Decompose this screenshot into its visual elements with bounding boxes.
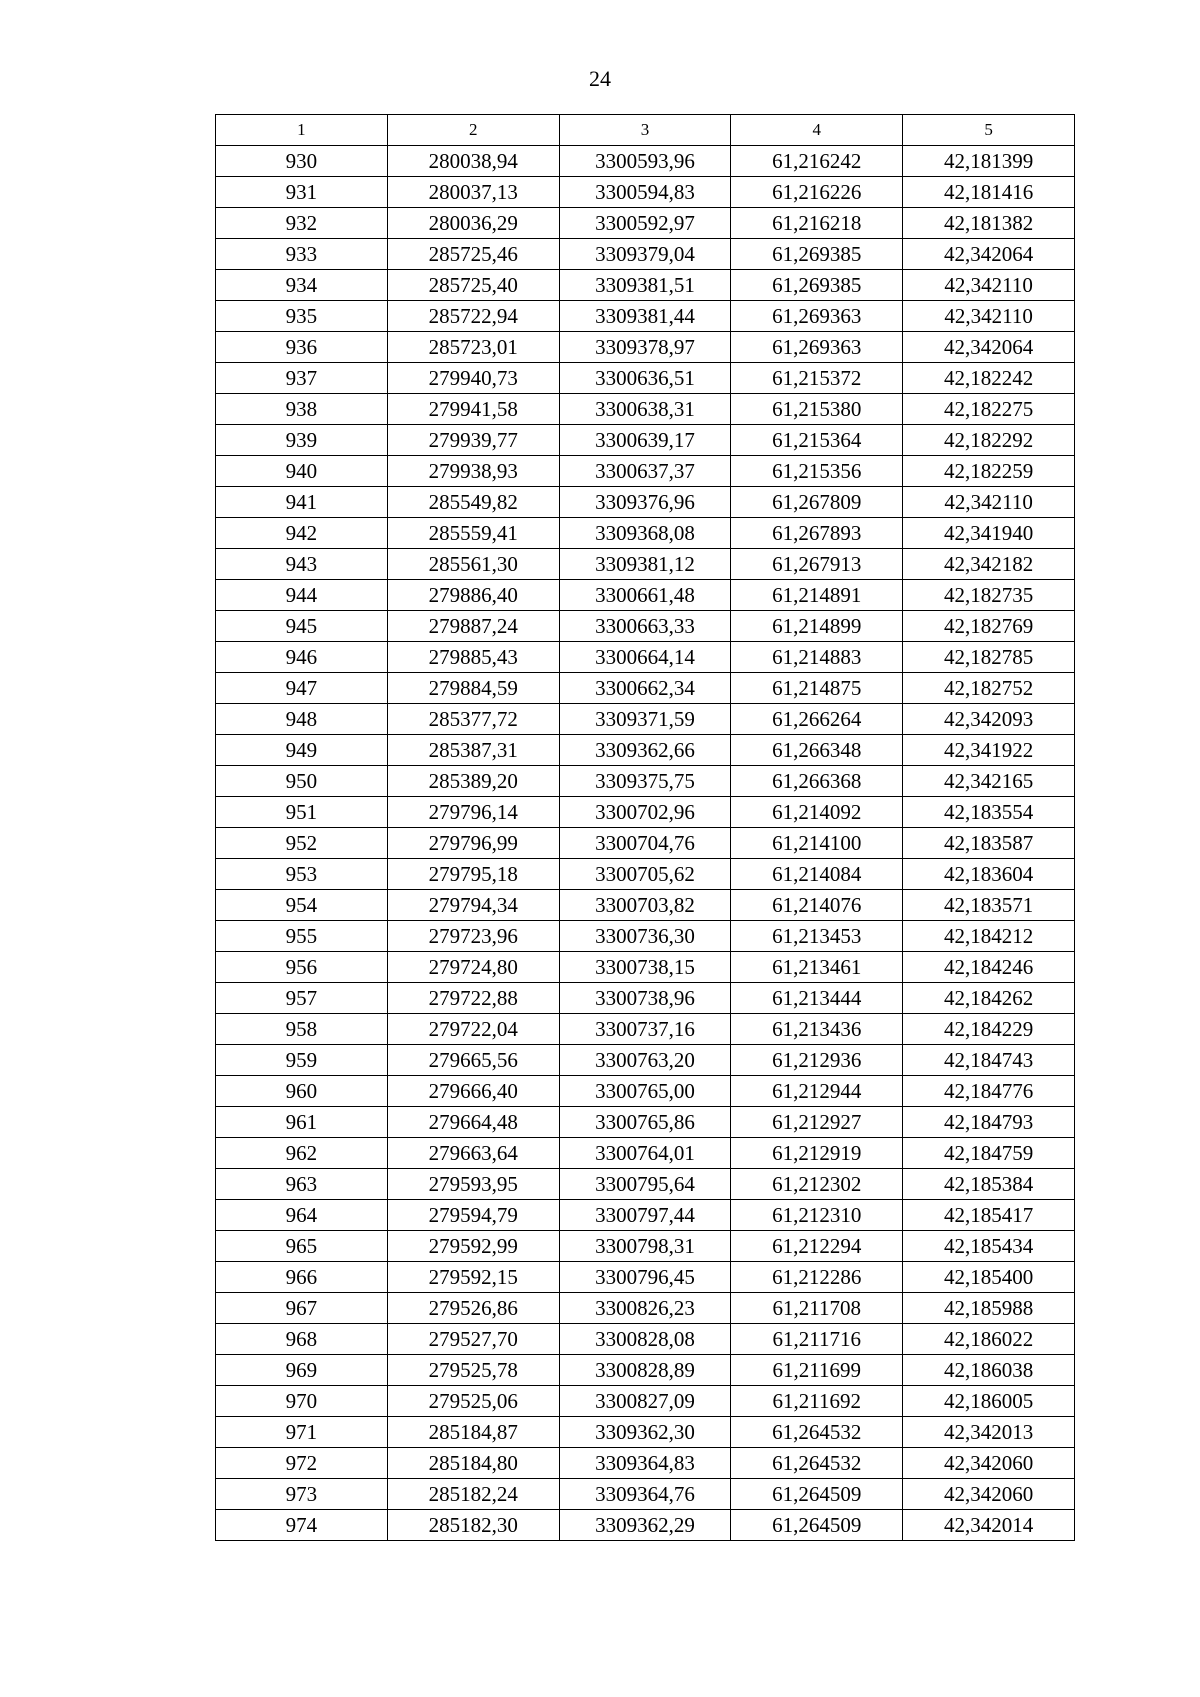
table-cell: 3309368,08 [559,518,731,549]
table-cell: 279594,79 [387,1200,559,1231]
table-cell: 3300636,51 [559,363,731,394]
table-cell: 935 [216,301,388,332]
table-row [216,1231,1075,1262]
table-row [216,1417,1075,1448]
table-cell: 3300737,16 [559,1014,731,1045]
table-cell: 956 [216,952,388,983]
table-cell: 972 [216,1448,388,1479]
table-cell: 61,211699 [731,1355,903,1386]
table-cell: 3300738,15 [559,952,731,983]
coordinates-table [215,114,1075,1541]
table-cell: 42,184759 [903,1138,1075,1169]
table-cell: 279886,40 [387,580,559,611]
table-cell: 3309364,76 [559,1479,731,1510]
table-cell: 3300736,30 [559,921,731,952]
table-cell: 947 [216,673,388,704]
table-cell: 3309379,04 [559,239,731,270]
table-cell: 42,184262 [903,983,1075,1014]
table-cell: 61,212919 [731,1138,903,1169]
table-row [216,766,1075,797]
table-cell: 970 [216,1386,388,1417]
table-cell: 61,213444 [731,983,903,1014]
table-cell: 61,215372 [731,363,903,394]
table-cell: 279796,99 [387,828,559,859]
table-cell: 974 [216,1510,388,1541]
table-cell: 3300594,83 [559,177,731,208]
table-cell: 3300738,96 [559,983,731,1014]
column-header: 2 [387,115,559,146]
table-cell: 61,264532 [731,1448,903,1479]
table-row [216,921,1075,952]
table-cell: 285182,30 [387,1510,559,1541]
table-cell: 279525,78 [387,1355,559,1386]
table-cell: 3300704,76 [559,828,731,859]
coordinates-table-body [216,115,1075,1541]
table-cell: 61,212927 [731,1107,903,1138]
table-cell: 971 [216,1417,388,1448]
table-cell: 285389,20 [387,766,559,797]
table-cell: 3300593,96 [559,146,731,177]
table-cell: 933 [216,239,388,270]
table-cell: 279939,77 [387,425,559,456]
table-cell: 61,269363 [731,301,903,332]
table-cell: 3309378,97 [559,332,731,363]
table-cell: 61,211692 [731,1386,903,1417]
column-header: 5 [903,115,1075,146]
table-cell: 61,211716 [731,1324,903,1355]
table-cell: 966 [216,1262,388,1293]
table-cell: 61,216242 [731,146,903,177]
table-cell: 279593,95 [387,1169,559,1200]
table-cell: 42,182292 [903,425,1075,456]
table-row [216,332,1075,363]
table-cell: 279527,70 [387,1324,559,1355]
table-cell: 931 [216,177,388,208]
table-cell: 279723,96 [387,921,559,952]
table-cell: 3309362,30 [559,1417,731,1448]
table-cell: 279724,80 [387,952,559,983]
table-cell: 42,342064 [903,332,1075,363]
table-cell: 61,269385 [731,270,903,301]
table-cell: 42,184212 [903,921,1075,952]
table-cell: 279884,59 [387,673,559,704]
table-cell: 958 [216,1014,388,1045]
table-row [216,1355,1075,1386]
table-row [216,1262,1075,1293]
table-cell: 285182,24 [387,1479,559,1510]
column-header: 3 [559,115,731,146]
table-row [216,580,1075,611]
table-row [216,1479,1075,1510]
table-cell: 61,264509 [731,1510,903,1541]
table-cell: 42,184246 [903,952,1075,983]
table-cell: 3309371,59 [559,704,731,735]
table-cell: 61,214891 [731,580,903,611]
table-cell: 944 [216,580,388,611]
table-cell: 42,185400 [903,1262,1075,1293]
table-cell: 969 [216,1355,388,1386]
table-row [216,146,1075,177]
table-cell: 279885,43 [387,642,559,673]
page-number: 24 [589,66,611,91]
table-cell: 279722,88 [387,983,559,1014]
table-cell: 285723,01 [387,332,559,363]
table-cell: 61,266368 [731,766,903,797]
table-cell: 943 [216,549,388,580]
table-row [216,1448,1075,1479]
table-cell: 42,342060 [903,1448,1075,1479]
table-row [216,394,1075,425]
table-cell: 964 [216,1200,388,1231]
table-cell: 955 [216,921,388,952]
table-cell: 941 [216,487,388,518]
table-row [216,673,1075,704]
table-cell: 42,342013 [903,1417,1075,1448]
table-cell: 3300795,64 [559,1169,731,1200]
table-cell: 61,214883 [731,642,903,673]
table-row [216,270,1075,301]
table-row [216,1076,1075,1107]
table-cell: 967 [216,1293,388,1324]
table-row [216,1138,1075,1169]
table-cell: 285377,72 [387,704,559,735]
table-cell: 61,212944 [731,1076,903,1107]
table-cell: 279938,93 [387,456,559,487]
table-cell: 279592,15 [387,1262,559,1293]
table-cell: 42,182769 [903,611,1075,642]
table-cell: 279664,48 [387,1107,559,1138]
table-cell: 61,214092 [731,797,903,828]
table-cell: 42,184229 [903,1014,1075,1045]
table-cell: 61,213453 [731,921,903,952]
table-cell: 42,183587 [903,828,1075,859]
table-cell: 954 [216,890,388,921]
table-row [216,859,1075,890]
table-cell: 279794,34 [387,890,559,921]
table-cell: 936 [216,332,388,363]
table-cell: 279663,64 [387,1138,559,1169]
table-cell: 3300797,44 [559,1200,731,1231]
table-cell: 61,269363 [731,332,903,363]
table-row [216,239,1075,270]
table-cell: 61,267893 [731,518,903,549]
table-cell: 42,182735 [903,580,1075,611]
table-cell: 61,214899 [731,611,903,642]
table-row [216,549,1075,580]
table-row [216,1293,1075,1324]
table-cell: 961 [216,1107,388,1138]
table-cell: 940 [216,456,388,487]
table-cell: 3300705,62 [559,859,731,890]
table-cell: 42,342165 [903,766,1075,797]
table-row [216,363,1075,394]
table-cell: 279526,86 [387,1293,559,1324]
table-cell: 61,266264 [731,704,903,735]
table-cell: 61,264509 [731,1479,903,1510]
table-cell: 948 [216,704,388,735]
table-cell: 61,214084 [731,859,903,890]
table-cell: 42,342110 [903,487,1075,518]
table-cell: 968 [216,1324,388,1355]
table-row [216,611,1075,642]
table-cell: 942 [216,518,388,549]
table-cell: 3300798,31 [559,1231,731,1262]
table-cell: 959 [216,1045,388,1076]
table-cell: 42,184776 [903,1076,1075,1107]
table-cell: 3309381,51 [559,270,731,301]
table-cell: 42,181416 [903,177,1075,208]
table-row [216,456,1075,487]
table-cell: 285725,46 [387,239,559,270]
table-cell: 42,182785 [903,642,1075,673]
table-cell: 61,267913 [731,549,903,580]
table-cell: 3300765,86 [559,1107,731,1138]
table-cell: 934 [216,270,388,301]
table-cell: 61,211708 [731,1293,903,1324]
table-cell: 279665,56 [387,1045,559,1076]
table-cell: 42,183554 [903,797,1075,828]
table-cell: 42,341922 [903,735,1075,766]
table-cell: 960 [216,1076,388,1107]
table-cell: 42,186038 [903,1355,1075,1386]
table-row [216,828,1075,859]
table-row [216,1169,1075,1200]
table-cell: 42,181382 [903,208,1075,239]
table-cell: 42,184793 [903,1107,1075,1138]
table-row [216,642,1075,673]
table-cell: 3300662,34 [559,673,731,704]
table-cell: 3300661,48 [559,580,731,611]
table-cell: 42,342093 [903,704,1075,735]
table-row [216,1324,1075,1355]
table-row [216,518,1075,549]
table-row [216,797,1075,828]
table-cell: 279722,04 [387,1014,559,1045]
table-cell: 939 [216,425,388,456]
table-cell: 42,182242 [903,363,1075,394]
table-cell: 61,212294 [731,1231,903,1262]
table-cell: 61,215380 [731,394,903,425]
table-cell: 285549,82 [387,487,559,518]
table-cell: 279887,24 [387,611,559,642]
table-cell: 279592,99 [387,1231,559,1262]
table-cell: 957 [216,983,388,1014]
table-cell: 42,342060 [903,1479,1075,1510]
table-cell: 3309376,96 [559,487,731,518]
table-cell: 3309364,83 [559,1448,731,1479]
table-cell: 3300828,89 [559,1355,731,1386]
table-row [216,1200,1075,1231]
table-cell: 61,216218 [731,208,903,239]
table-cell: 285722,94 [387,301,559,332]
table-cell: 61,267809 [731,487,903,518]
table-cell: 3300592,97 [559,208,731,239]
table-row [216,1107,1075,1138]
table-cell: 3300702,96 [559,797,731,828]
table-cell: 42,342182 [903,549,1075,580]
table-cell: 3300827,09 [559,1386,731,1417]
table-cell: 3300664,14 [559,642,731,673]
table-cell: 61,212286 [731,1262,903,1293]
table-cell: 949 [216,735,388,766]
table-row [216,1510,1075,1541]
table-cell: 3309362,29 [559,1510,731,1541]
table-cell: 42,182752 [903,673,1075,704]
table-cell: 42,185417 [903,1200,1075,1231]
table-cell: 937 [216,363,388,394]
table-cell: 42,342014 [903,1510,1075,1541]
table-cell: 3300763,20 [559,1045,731,1076]
table-cell: 61,266348 [731,735,903,766]
table-row [216,487,1075,518]
table-cell: 61,214875 [731,673,903,704]
table-cell: 3300638,31 [559,394,731,425]
table-cell: 61,213461 [731,952,903,983]
table-cell: 279525,06 [387,1386,559,1417]
column-header: 1 [216,115,388,146]
table-row [216,1386,1075,1417]
table-cell: 61,214076 [731,890,903,921]
table-cell: 279940,73 [387,363,559,394]
table-cell: 61,212310 [731,1200,903,1231]
table-cell: 953 [216,859,388,890]
table-cell: 42,185384 [903,1169,1075,1200]
table-cell: 42,342064 [903,239,1075,270]
table-cell: 61,269385 [731,239,903,270]
column-header: 4 [731,115,903,146]
table-cell: 61,214100 [731,828,903,859]
table-cell: 42,342110 [903,301,1075,332]
table-cell: 42,185988 [903,1293,1075,1324]
table-cell: 285561,30 [387,549,559,580]
table-row [216,983,1075,1014]
table-cell: 3309381,12 [559,549,731,580]
table-row [216,208,1075,239]
table-cell: 3300637,37 [559,456,731,487]
table-cell: 3300764,01 [559,1138,731,1169]
table-cell: 951 [216,797,388,828]
table-cell: 61,212936 [731,1045,903,1076]
table-cell: 3309362,66 [559,735,731,766]
table-row [216,704,1075,735]
table-cell: 61,264532 [731,1417,903,1448]
table-row [216,735,1075,766]
table-cell: 3309381,44 [559,301,731,332]
table-cell: 61,216226 [731,177,903,208]
table-row [216,952,1075,983]
table-cell: 61,215356 [731,456,903,487]
table-cell: 285387,31 [387,735,559,766]
table-cell: 42,186005 [903,1386,1075,1417]
table-cell: 946 [216,642,388,673]
table-cell: 42,182259 [903,456,1075,487]
table-cell: 61,213436 [731,1014,903,1045]
table-cell: 285725,40 [387,270,559,301]
table-cell: 285184,80 [387,1448,559,1479]
table-header-row [216,115,1075,146]
table-cell: 279796,14 [387,797,559,828]
table-row [216,890,1075,921]
table-cell: 42,185434 [903,1231,1075,1262]
table-cell: 3300703,82 [559,890,731,921]
table-cell: 3309375,75 [559,766,731,797]
table-cell: 3300826,23 [559,1293,731,1324]
table-cell: 280037,13 [387,177,559,208]
table-row [216,177,1075,208]
table-cell: 280036,29 [387,208,559,239]
table-cell: 279795,18 [387,859,559,890]
table-cell: 965 [216,1231,388,1262]
table-cell: 42,186022 [903,1324,1075,1355]
table-cell: 952 [216,828,388,859]
table-cell: 42,183571 [903,890,1075,921]
table-cell: 938 [216,394,388,425]
table-cell: 3300796,45 [559,1262,731,1293]
table-cell: 973 [216,1479,388,1510]
table-row [216,301,1075,332]
table-cell: 3300639,17 [559,425,731,456]
table-cell: 3300765,00 [559,1076,731,1107]
table-cell: 930 [216,146,388,177]
table-cell: 279941,58 [387,394,559,425]
table-row [216,1045,1075,1076]
table-cell: 285184,87 [387,1417,559,1448]
table-cell: 42,341940 [903,518,1075,549]
table-cell: 285559,41 [387,518,559,549]
table-row [216,425,1075,456]
table-cell: 962 [216,1138,388,1169]
table-row [216,1014,1075,1045]
table-cell: 279666,40 [387,1076,559,1107]
table-cell: 42,184743 [903,1045,1075,1076]
table-cell: 3300828,08 [559,1324,731,1355]
table-cell: 280038,94 [387,146,559,177]
table-cell: 61,215364 [731,425,903,456]
table-cell: 42,181399 [903,146,1075,177]
table-cell: 3300663,33 [559,611,731,642]
table-cell: 42,182275 [903,394,1075,425]
table-cell: 945 [216,611,388,642]
table-cell: 61,212302 [731,1169,903,1200]
table-cell: 950 [216,766,388,797]
table-cell: 932 [216,208,388,239]
table-cell: 963 [216,1169,388,1200]
table-cell: 42,183604 [903,859,1075,890]
table-cell: 42,342110 [903,270,1075,301]
